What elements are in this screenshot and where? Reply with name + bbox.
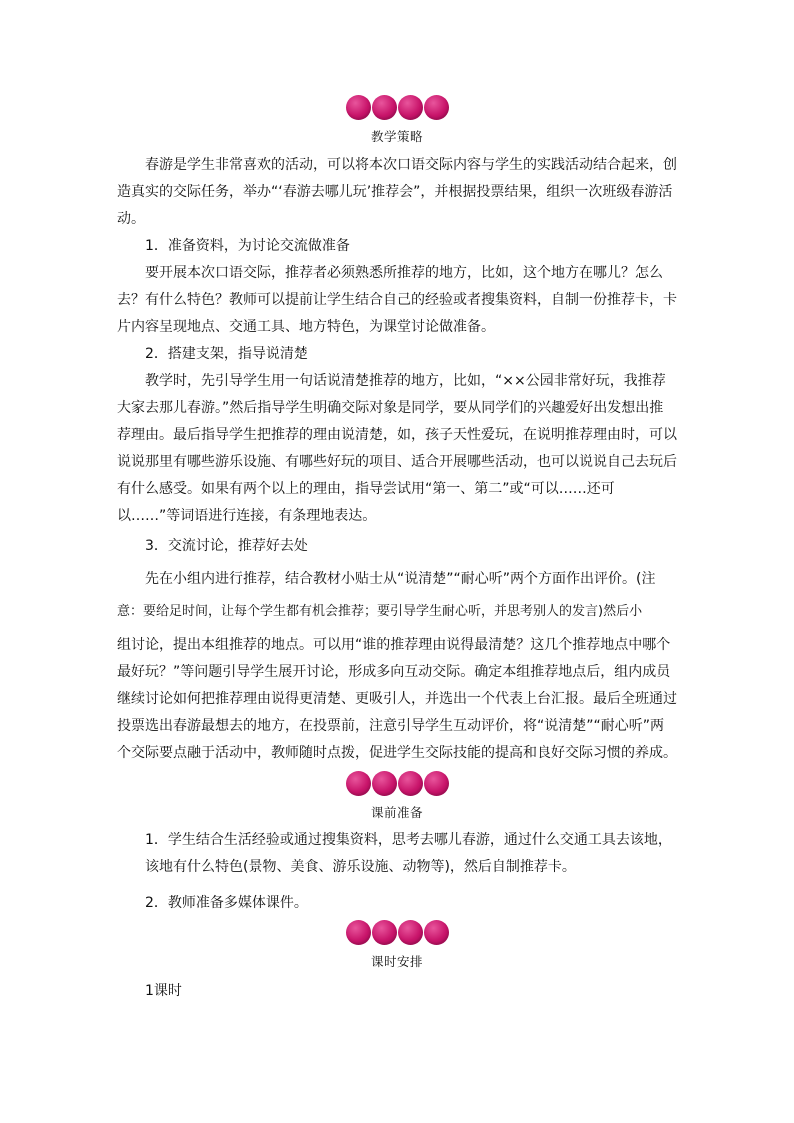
prep-item-1: 1．学生结合生活经验或通过搜集资料，思考去哪儿春游，通过什么交通工具去该地，该地有什么特色(景物、美食、游乐设施、动物等)，然后自制推荐卡。	[145, 832, 672, 875]
decorative-dots	[0, 920, 794, 946]
dot-icon	[398, 920, 423, 945]
step1-title: 1．准备资料，为讨论交流做准备	[145, 238, 350, 254]
section-title: 课前准备	[370, 805, 423, 820]
dot-icon	[398, 771, 423, 796]
prep-item-2: 2．教师准备多媒体课件。	[145, 895, 308, 911]
step2-body: 教学时，先引导学生用一句话说清楚推荐的地方，比如，“××公园非常好玩，我推荐大家去那儿春游。”然后指导学生明确交际对象是同学，要从同学们的兴趣爱好出发想出推荐理由。最后指导学生把推荐的理由说清楚，如，孩子天性爱玩，在说明推荐理由时，可以说说那里有哪些游乐设施、有哪些好玩的项目、适合开展哪些活动，也可以说说自己去玩后有什么感受。如果有两个以上的理由，指导尝试用“第一、第二”或“可以……还可以……”等词语进行连接，有条理地表达。	[117, 373, 677, 524]
step2-title: 2．搭建支架，指导说清楚	[145, 346, 308, 362]
schedule-text: 1课时	[145, 983, 182, 999]
section-header-strategy	[0, 95, 794, 145]
dot-icon	[424, 771, 449, 796]
dot-icon	[372, 920, 397, 945]
step3-body-rest: 组讨论，提出本组推荐的地点。可以用“谁的推荐理由说得最清楚？这几个推荐地点中哪个最好玩？”等问题引导学生展开讨论，形成多向互动交际。确定本组推荐地点后，组内成员继续讨论如何把推荐理由说得更清楚、更吸引人，并选出一个代表上台汇报。最后全班通过投票选出春游最想去的地方，在投票前，注意引导学生互动评价，将“说清楚”“耐心听”两个交际要点融于活动中，教师随时点拨，促进学生交际技能的提高和良好交际习惯的养成。	[117, 637, 677, 761]
step3-body-line1: 先在小组内进行推荐，结合教材小贴士从“说清楚”“耐心听”两个方面作出评价。(注	[145, 571, 656, 587]
step3-body-line2: 意：要给足时间，让每个学生都有机会推荐；要引导学生耐心听，并思考别人的发言)然后小	[117, 604, 643, 619]
section-header-schedule	[0, 920, 794, 970]
section-header-prep	[0, 771, 794, 821]
strategy-intro: 春游是学生非常喜欢的活动，可以将本次口语交际内容与学生的实践活动结合起来，创造真实的交际任务，举办“‘春游去哪儿玩’推荐会”，并根据投票结果，组织一次班级春游活动。	[117, 157, 677, 227]
dot-icon	[372, 95, 397, 120]
dot-icon	[346, 771, 371, 796]
dot-icon	[424, 920, 449, 945]
dot-icon	[346, 95, 371, 120]
decorative-dots	[0, 771, 794, 797]
dot-icon	[424, 95, 449, 120]
dot-icon	[398, 95, 423, 120]
dot-icon	[346, 920, 371, 945]
step3-title: 3．交流讨论，推荐好去处	[145, 538, 308, 554]
step1-body: 要开展本次口语交际，推荐者必须熟悉所推荐的地方，比如，这个地方在哪儿？怎么去？有什么特色？教师可以提前让学生结合自己的经验或者搜集资料，自制一份推荐卡，卡片内容呈现地点、交通工具、地方特色，为课堂讨论做准备。	[117, 265, 677, 335]
section-title: 课时安排	[370, 954, 423, 969]
dot-icon	[372, 771, 397, 796]
section-title: 教学策略	[370, 129, 423, 144]
decorative-dots	[0, 95, 794, 121]
